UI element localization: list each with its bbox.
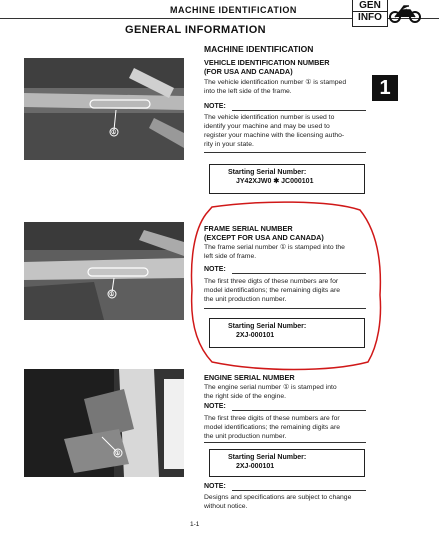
frame-title-line-1: FRAME SERIAL NUMBER: [204, 224, 293, 233]
page-number: 1-1: [190, 521, 200, 528]
frame-body-line-2: left side of frame.: [204, 253, 257, 260]
badge-line-2: INFO: [353, 11, 387, 23]
final-note-line: without notice.: [204, 503, 248, 510]
frame-note-line: the unit production number.: [204, 296, 287, 303]
engine-note-line: the unit production number.: [204, 433, 287, 440]
engine-photo-callout: ①: [115, 451, 121, 457]
vin-serial-label: Starting Serial Number:: [228, 169, 307, 176]
final-note-text: [204, 493, 351, 511]
engine-title: ENGINE SERIAL NUMBER: [204, 373, 295, 382]
engine-note-label: NOTE:: [204, 403, 226, 410]
page-title: GENERAL INFORMATION: [125, 24, 267, 36]
vin-body-line-2: into the left side of the frame.: [204, 88, 292, 95]
engine-serial-box: [209, 449, 365, 477]
frame-serial-value: 2XJ-000101: [236, 332, 275, 339]
vin-note-line: identify your machine and may be used to: [204, 123, 330, 130]
vin-note-label: NOTE:: [204, 103, 226, 110]
frame-note-line: The first three digts of these numbers are for: [204, 278, 339, 285]
vin-body-line-1: The vehicle identification number ① is stamped: [204, 79, 347, 86]
engine-note-line: The first three digits of these numbers are for: [204, 415, 340, 422]
engine-serial-label: Starting Serial Number:: [228, 454, 307, 461]
frame-photo-callout: ①: [109, 292, 115, 298]
vin-title-line-2: (FOR USA AND CANADA): [204, 67, 293, 76]
engine-note-rule: [232, 410, 366, 411]
vin-note-line: The vehicle identification number is used to: [204, 114, 335, 121]
engine-note-text: [204, 414, 340, 441]
engine-note-line: model identifications; the remaining digits are: [204, 424, 341, 431]
vin-photo-callout: ①: [111, 130, 117, 136]
engine-body-line-2: the right side of the engine.: [204, 393, 286, 400]
frame-note-line: model identifications; the remaining digits are: [204, 287, 341, 294]
vin-note-line: register your machine with the licensing autho-: [204, 132, 345, 139]
badge-line-1: GEN: [359, 0, 381, 11]
frame-note-label: NOTE:: [204, 266, 226, 273]
engine-body-line-1: The engine serial number ① is stamped into: [204, 384, 337, 391]
frame-serial-label: Starting Serial Number:: [228, 323, 307, 330]
final-note-line: Designs and specifications are subject to change: [204, 494, 352, 501]
header-title: MACHINE IDENTIFICATION: [170, 5, 297, 15]
section-title: MACHINE IDENTIFICATION: [204, 44, 314, 54]
frame-body-line-1: The frame serial number ① is stamped into the: [204, 244, 345, 251]
engine-serial-value: 2XJ-000101: [236, 463, 275, 470]
engine-location-photo: [24, 369, 184, 477]
final-note-rule: [232, 490, 366, 491]
engine-note-end-rule: [204, 442, 366, 443]
engine-body: [204, 383, 337, 401]
final-note-label: NOTE:: [204, 483, 226, 490]
chapter-tab: 1: [372, 75, 398, 101]
vin-title-line-1: VEHICLE IDENTIFICATION NUMBER: [204, 58, 330, 67]
vin-serial-value: JY42XJW0 ✱ JC000101: [236, 178, 314, 185]
vin-note-line: rity in your state.: [204, 141, 254, 148]
frame-title-line-2: (EXCEPT FOR USA AND CANADA): [204, 233, 324, 242]
